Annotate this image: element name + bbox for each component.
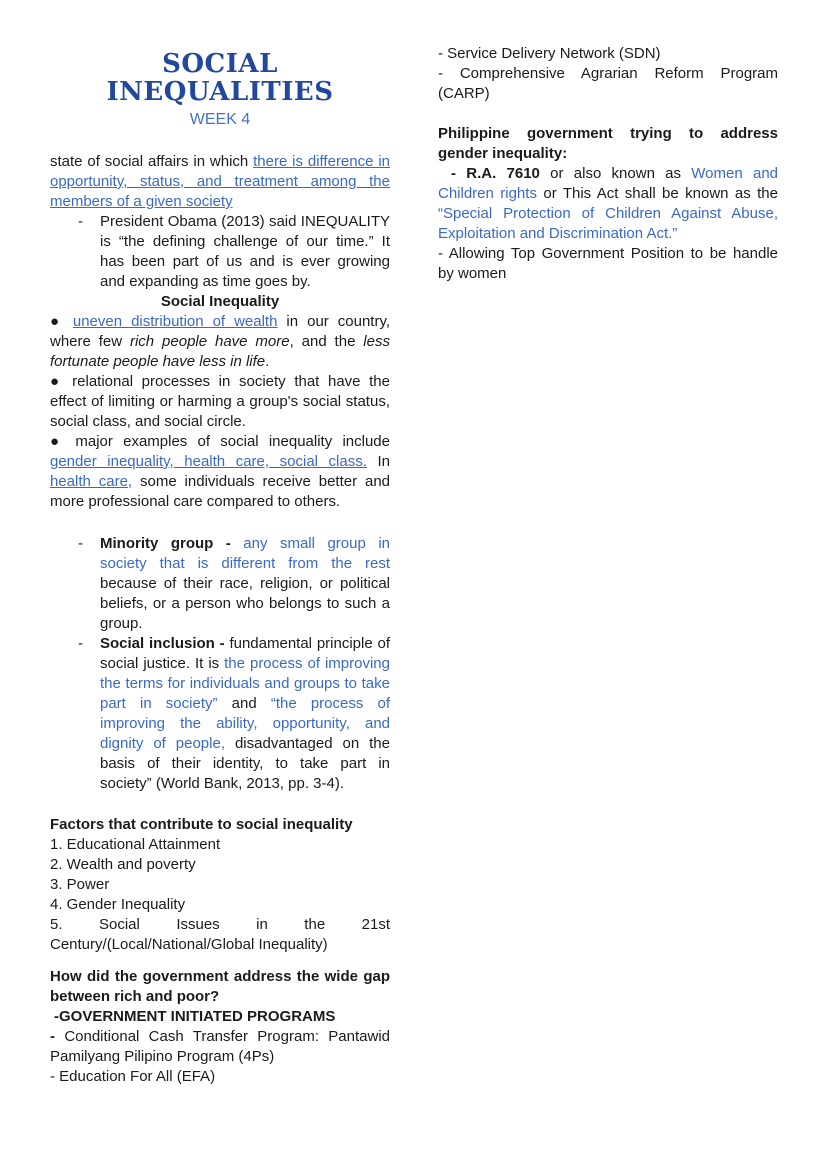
italic-less-fortunate: less fortunate people have less in life [50, 333, 390, 370]
program-item-sdn: - Service Delivery Network (SDN) [438, 45, 661, 62]
blue-women-children-rights: Women and Children rights [438, 165, 778, 202]
link-uneven-distribution-of-wealth[interactable]: uneven distribution of wealth [72, 313, 278, 330]
factor-item-5: 5. Social Issues in the 21st Century/(Local/National/Global Inequality) [50, 916, 390, 953]
dash-marker: - [78, 535, 83, 552]
dash-marker: - [78, 213, 83, 230]
heading-government-programs: -GOVERNMENT INITIATED PROGRAMS [54, 1008, 336, 1025]
bullet-uneven-distribution: ● uneven distribution of wealth in our country, where few rich people have more, and the less fortunate people have less in life. [50, 313, 391, 370]
blue-special-protection-act: “Special Protection of Children Against Abuse, Exploitation and Discrimination Act.” [438, 205, 778, 242]
intro-paragraph [50, 152, 390, 212]
factor-item-2: 2. Wealth and poverty [50, 856, 196, 873]
bullet-relational-processes: ● relational processes in society that have the effect of limiting or harming a group's social status, social class, and social circle. [50, 373, 390, 430]
definition-social-inclusion: - Social inclusion - fundamental principle of social justice. It is the process of improving the terms for individuals and groups to take part in society” and “the process of improving the ability, opportunity, and dignity of people, disadvantaged on the basis of their identity, to take part in society” (World Bank, 2013, pp. 3-4). [78, 635, 390, 792]
bullet-icon: ● [50, 313, 73, 330]
factor-item-3: 3. Power [50, 876, 110, 893]
section-heading-social-inequality: Social Inequality [160, 293, 280, 310]
italic-rich-people: rich people have more [129, 333, 290, 350]
link-difference-in-opportunity[interactable]: there is difference in opportunity, status, and treatment among the members of a given society [50, 153, 390, 210]
heading-gender-inequality: Philippine government trying to address gender inequality: [438, 125, 778, 162]
obama-quote-text: President Obama (2013) said INEQUALITY is “the defining challenge of our time.” It has been part of us and is ever growing and expanding as time goes by. [100, 213, 390, 290]
term-ra-7610: - R.A. 7610 [451, 165, 540, 182]
paragraph-ra-7610: - R.A. 7610 or also known as Women and Children rights or This Act shall be known as the “Special Protection of Children Against Abuse, Exploitation and Discrimination Act.” [438, 165, 778, 242]
obama-list-item [78, 212, 390, 292]
program-item-efa: - Education For All (EFA) [50, 1068, 216, 1085]
heading-factors: Factors that contribute to social inequality [50, 816, 353, 833]
left-column [50, 0, 390, 1087]
definition-minority-group: - Minority group - any small group in society that is different from the rest because of their race, religion, or political beliefs, or a person who belongs to such a group. [78, 535, 390, 632]
right-column [438, 44, 778, 1087]
dash-marker: - [78, 635, 83, 652]
factor-item-4: 4. Gender Inequality [50, 896, 186, 913]
intro-text: state of social affairs in which [50, 153, 254, 170]
term-minority-group: Minority group - [100, 535, 244, 552]
item-allowing-top-government: - Allowing Top Government Position to be handle by women [438, 245, 778, 282]
program-item-carp: - Comprehensive Agrarian Reform Program (CARP) [438, 65, 778, 102]
factor-item-1: 1. Educational Attainment [50, 836, 221, 853]
program-item-4ps: - Conditional Cash Transfer Program: Pantawid Pamilyang Pilipino Program (4Ps) [50, 1028, 390, 1065]
document-subtitle: WEEK 4 [189, 111, 251, 128]
heading-government-gap: How did the government address the wide gap between rich and poor? [50, 968, 390, 1005]
link-health-care[interactable]: health care, [50, 473, 133, 490]
document-title: SOCIAL INEQUALITIES [106, 49, 334, 107]
term-social-inclusion: Social inclusion - [100, 635, 230, 652]
bullet-major-examples: ● major examples of social inequality include gender inequality, health care, social class. In health care, some individuals receive better and more professional care compared to others. [50, 433, 390, 510]
link-gender-inequality-health-care[interactable]: gender inequality, health care, social class. [50, 453, 367, 470]
